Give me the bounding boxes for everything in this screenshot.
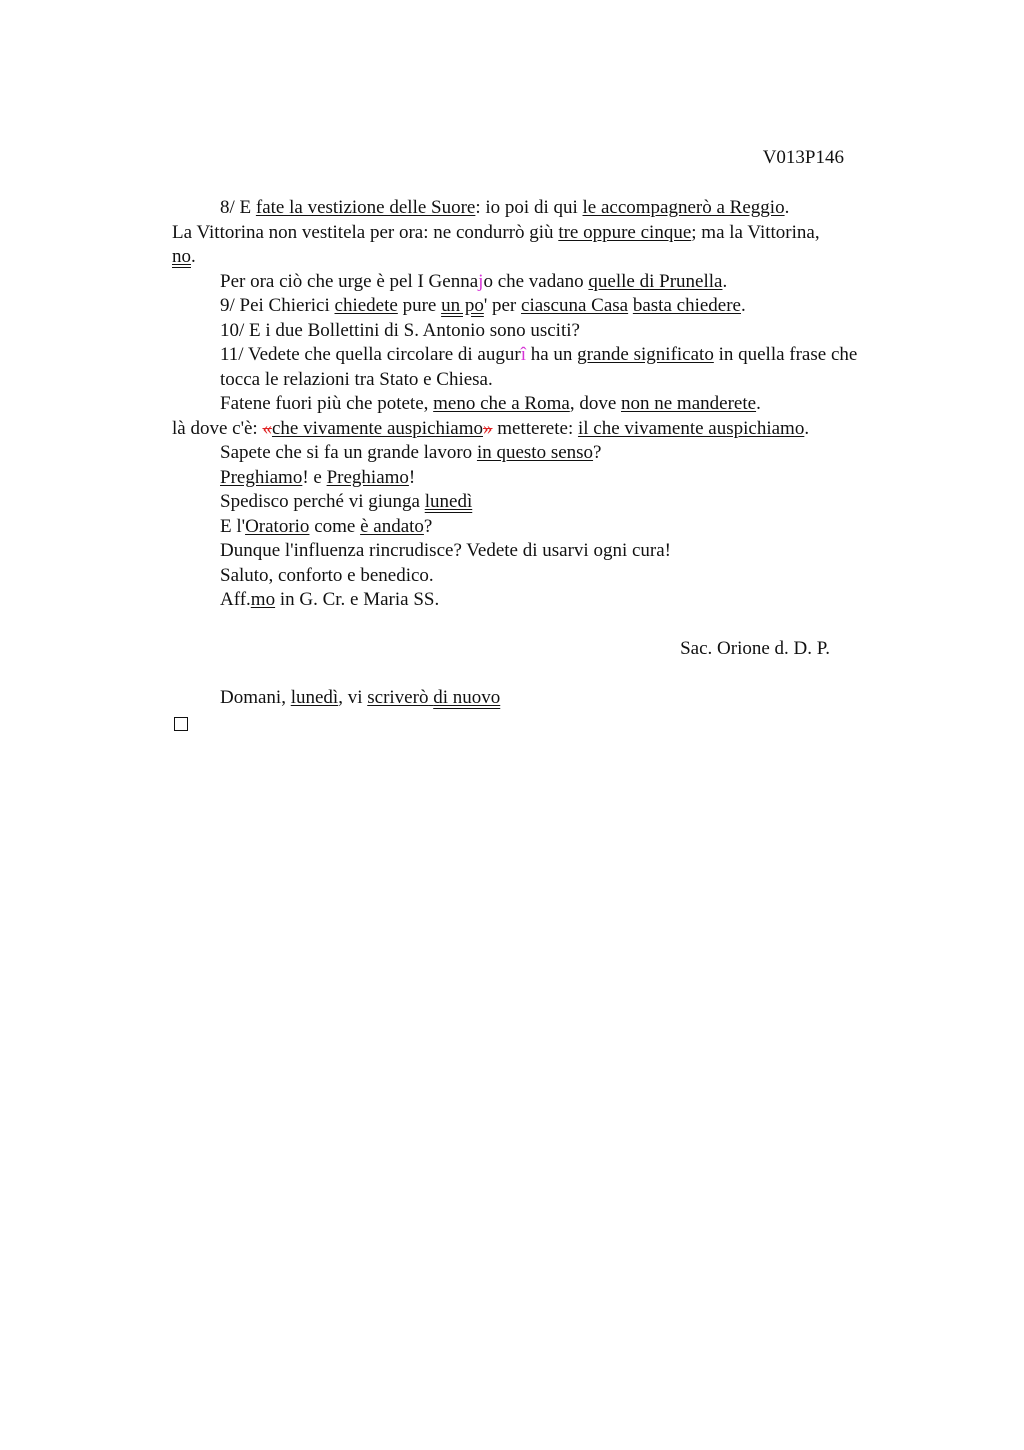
underlined-text: scriverò	[367, 687, 429, 708]
text: Fatene fuori più che potete,	[220, 393, 434, 414]
text: 10/ E i due Bollettini di S. Antonio sono usciti?	[220, 319, 580, 341]
underlined-text: tre oppure cinque	[558, 221, 692, 243]
underlined-text: non ne manderete	[621, 393, 757, 414]
letter-line	[172, 588, 888, 613]
text: là dove c'è:	[172, 417, 263, 439]
underlined-text: grande significato	[577, 344, 714, 365]
text: ; ma la Vittorina,	[691, 221, 820, 243]
text: : io poi di qui	[475, 197, 583, 218]
text: !	[408, 466, 416, 488]
double-underlined-text: no	[172, 246, 191, 267]
text: Dunque l'influenza rincrudisce? Vedete di usarvi ogni cura!	[220, 540, 671, 561]
underlined-text: è andato	[360, 515, 424, 537]
text: Sapete che si fa un grande lavoro	[220, 442, 477, 463]
text: 8/ E	[220, 197, 256, 218]
text: ha un	[525, 344, 578, 365]
text: Domani,	[220, 687, 291, 708]
letter-line	[172, 221, 888, 246]
text: .	[741, 295, 746, 316]
letter-body	[172, 196, 888, 738]
letter-line	[172, 392, 888, 417]
letter-line	[172, 245, 888, 270]
text: Per ora ciò che urge è pel I Genna	[220, 270, 479, 292]
signature: Sac. Orione d. D. P.	[680, 638, 830, 659]
text: E l'	[220, 515, 246, 537]
square-icon	[174, 717, 188, 731]
deleted-quote-mark: »	[483, 417, 493, 439]
underlined-text: chiedete	[334, 295, 398, 316]
text: pure	[397, 295, 442, 316]
text: , vi	[338, 687, 368, 708]
underlined-text: ciascuna Casa	[521, 295, 629, 316]
spacer	[172, 662, 888, 687]
text: ! e	[302, 466, 327, 488]
text: metterete:	[492, 417, 578, 439]
text: in G. Cr. e Maria SS.	[275, 589, 440, 610]
text: o che vadano	[483, 270, 589, 292]
letter-line	[172, 539, 888, 564]
underlined-text: basta chiedere	[632, 295, 741, 316]
double-underlined-text: lunedì	[424, 491, 473, 512]
text: .	[756, 393, 761, 414]
underlined-text: Preghiamo	[220, 466, 303, 488]
letter-line	[172, 490, 888, 515]
double-underlined-text: di nuovo	[433, 687, 501, 708]
corrected-letter: î	[520, 344, 526, 365]
letter-line	[172, 417, 888, 442]
postscript-line	[172, 686, 888, 711]
underlined-text: meno che a Roma	[433, 393, 570, 414]
text: ?	[423, 515, 433, 537]
letter-line	[172, 515, 888, 540]
text: .	[722, 270, 728, 292]
deleted-quote-mark: «	[262, 417, 272, 439]
end-marker	[172, 711, 888, 739]
text: 11/ Vedete che quella circolare di augur	[220, 344, 521, 365]
document-reference: V013P146	[762, 147, 844, 168]
text: La Vittorina non vestitela per ora: ne condurrò giù	[172, 221, 559, 243]
letter-line	[172, 466, 888, 491]
text: .	[804, 417, 810, 439]
underlined-text: che vivamente auspichiamo	[271, 417, 484, 439]
spacer	[172, 613, 888, 638]
text: 9/ Pei Chierici	[220, 295, 335, 316]
underlined-text: fate la vestizione delle Suore	[255, 197, 476, 218]
text: ' per	[483, 295, 522, 316]
letter-line	[172, 343, 888, 392]
underlined-text: le accompagnerò a Reggio	[582, 197, 785, 218]
text: .	[191, 246, 196, 267]
text: , dove	[569, 393, 621, 414]
text: ?	[593, 442, 602, 463]
underlined-text: il che vivamente auspichiamo	[577, 417, 805, 439]
underlined-text: lunedì	[290, 687, 339, 708]
text: Aff.	[220, 589, 251, 610]
corrected-letter: j	[478, 270, 484, 292]
text: in quella frase che tocca le relazioni tra Stato e Chiesa.	[220, 344, 858, 390]
underlined-text: mo	[250, 589, 276, 610]
letter-line	[172, 196, 888, 221]
letter-line	[172, 270, 888, 295]
underlined-text: Preghiamo	[326, 466, 409, 488]
double-underlined-text: un po	[441, 295, 484, 316]
letter-line	[172, 294, 888, 319]
text: .	[784, 197, 790, 218]
text: Spedisco perché vi giunga	[220, 491, 425, 512]
text: come	[309, 515, 361, 537]
letter-line	[172, 441, 888, 466]
underlined-text: Oratorio	[245, 515, 310, 537]
letter-line	[172, 564, 888, 589]
underlined-text: quelle di Prunella	[588, 270, 723, 292]
text: Saluto, conforto e benedico.	[220, 564, 434, 586]
letter-line	[172, 319, 888, 344]
underlined-text: in questo senso	[476, 442, 594, 463]
